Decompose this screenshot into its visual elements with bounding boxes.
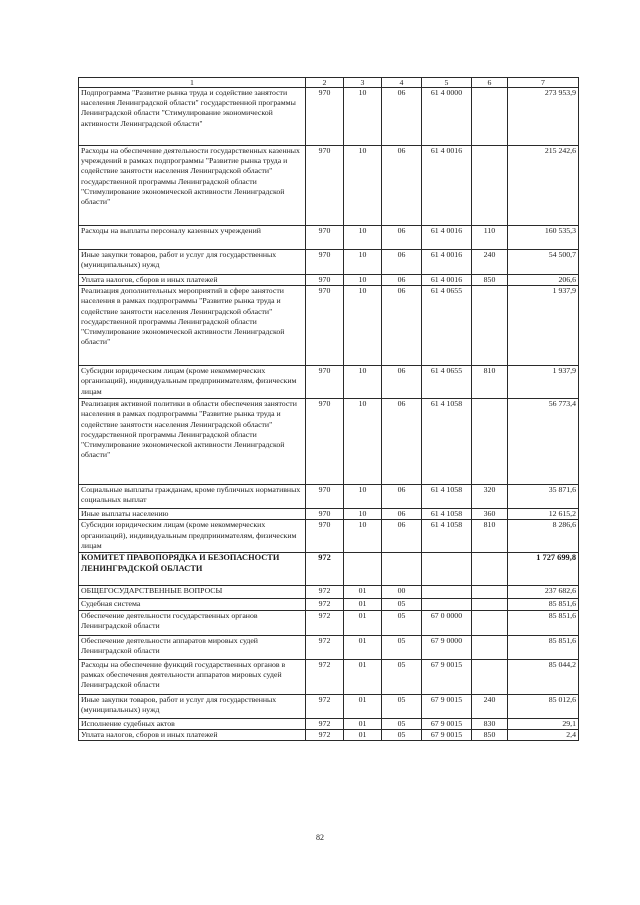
- section-cell: 01: [344, 694, 382, 718]
- amount-cell: 8 286,6: [508, 520, 579, 553]
- section-cell: 01: [344, 729, 382, 740]
- column-header: 4: [382, 78, 422, 88]
- item-name-cell: Уплата налогов, сборов и иных платежей: [79, 729, 306, 740]
- subsection-cell: 05: [382, 659, 422, 694]
- section-cell: 10: [344, 520, 382, 553]
- table-row: [79, 718, 579, 729]
- target-article-cell: [422, 599, 472, 610]
- expense-type-cell: [472, 610, 508, 635]
- subsection-cell: 05: [382, 635, 422, 659]
- code-cell: 972: [306, 694, 344, 718]
- table-row: [79, 250, 579, 275]
- table-row: [79, 88, 579, 146]
- subsection-cell: [382, 553, 422, 586]
- section-cell: 10: [344, 366, 382, 399]
- section-cell: 10: [344, 286, 382, 366]
- amount-cell: 35 871,6: [508, 485, 579, 509]
- subsection-cell: 06: [382, 226, 422, 250]
- budget-table: [78, 77, 579, 741]
- expense-type-cell: 240: [472, 250, 508, 275]
- code-cell: 972: [306, 586, 344, 599]
- subsection-cell: 06: [382, 250, 422, 275]
- subsection-cell: 06: [382, 88, 422, 146]
- item-name-cell: Реализация дополнительных мероприятий в сфере занятости населения в рамках подпрограммы "Развитие рынка труда и содействие занятости населения Ленинградской области" государственной программы Ленинградской области "Стимулирование экономической активности Ленинградской области": [79, 286, 306, 366]
- target-article-cell: 61 4 1058: [422, 399, 472, 485]
- code-cell: 970: [306, 275, 344, 286]
- code-cell: 970: [306, 146, 344, 226]
- subsection-cell: 00: [382, 586, 422, 599]
- subsection-cell: 06: [382, 366, 422, 399]
- target-article-cell: 61 4 0000: [422, 88, 472, 146]
- amount-cell: 237 682,6: [508, 586, 579, 599]
- code-cell: 972: [306, 729, 344, 740]
- table-row: [79, 146, 579, 226]
- table-row: [79, 275, 579, 286]
- code-cell: 970: [306, 485, 344, 509]
- subsection-cell: 05: [382, 718, 422, 729]
- target-article-cell: 67 9 0015: [422, 718, 472, 729]
- subsection-cell: 06: [382, 146, 422, 226]
- code-cell: 972: [306, 718, 344, 729]
- section-cell: 10: [344, 146, 382, 226]
- subsection-cell: 05: [382, 694, 422, 718]
- section-cell: [344, 553, 382, 586]
- item-name-cell: Реализация активной политики в области обеспечения занятости населения в рамках подпрограммы "Развитие рынка труда и содействие занятости населения Ленинградской области" государственной программы Ленинградской области "Стимулирование экономической активности Ленинградской области": [79, 399, 306, 485]
- table-row: [79, 286, 579, 366]
- amount-cell: 215 242,6: [508, 146, 579, 226]
- target-article-cell: 61 4 0655: [422, 366, 472, 399]
- column-header: 3: [344, 78, 382, 88]
- table-row: [79, 509, 579, 520]
- item-name-cell: Иные закупки товаров, работ и услуг для государственных (муниципальных) нужд: [79, 250, 306, 275]
- code-cell: 970: [306, 250, 344, 275]
- column-header: 2: [306, 78, 344, 88]
- target-article-cell: 61 4 1058: [422, 485, 472, 509]
- expense-type-cell: [472, 599, 508, 610]
- target-article-cell: 61 4 0655: [422, 286, 472, 366]
- subsection-cell: 05: [382, 729, 422, 740]
- table-row: [79, 729, 579, 740]
- column-header: 7: [508, 78, 579, 88]
- amount-cell: 29,1: [508, 718, 579, 729]
- amount-cell: 85 851,6: [508, 599, 579, 610]
- item-name-cell: Обеспечение деятельности аппаратов мировых судей Ленинградской области: [79, 635, 306, 659]
- subsection-cell: 06: [382, 286, 422, 366]
- amount-cell: 2,4: [508, 729, 579, 740]
- code-cell: 972: [306, 610, 344, 635]
- subsection-cell: 06: [382, 509, 422, 520]
- expense-type-cell: [472, 586, 508, 599]
- code-cell: 972: [306, 635, 344, 659]
- code-cell: 972: [306, 553, 344, 586]
- section-cell: 01: [344, 659, 382, 694]
- target-article-cell: 61 4 0016: [422, 275, 472, 286]
- table-row: [79, 553, 579, 586]
- target-article-cell: 67 9 0015: [422, 729, 472, 740]
- subsection-cell: 06: [382, 275, 422, 286]
- table-row: [79, 635, 579, 659]
- section-cell: 10: [344, 485, 382, 509]
- expense-type-cell: [472, 659, 508, 694]
- item-name-cell: Исполнение судебных актов: [79, 718, 306, 729]
- code-cell: 970: [306, 88, 344, 146]
- table-row: [79, 586, 579, 599]
- target-article-cell: [422, 586, 472, 599]
- item-name-cell: Подпрограмма "Развитие рынка труда и содействие занятости населения Ленинградской области" государственной программы Ленинградской области "Стимулирование экономической активности Ленинградской области": [79, 88, 306, 146]
- code-cell: 970: [306, 520, 344, 553]
- expense-type-cell: 360: [472, 509, 508, 520]
- table-row: [79, 226, 579, 250]
- item-name-cell: Уплата налогов, сборов и иных платежей: [79, 275, 306, 286]
- subsection-cell: 06: [382, 520, 422, 553]
- section-cell: 01: [344, 586, 382, 599]
- code-cell: 970: [306, 226, 344, 250]
- amount-cell: 1 937,9: [508, 366, 579, 399]
- code-cell: 972: [306, 599, 344, 610]
- target-article-cell: 61 4 0016: [422, 146, 472, 226]
- table-row: [79, 485, 579, 509]
- table-row: [79, 399, 579, 485]
- section-cell: 10: [344, 88, 382, 146]
- item-name-cell: Расходы на выплаты персоналу казенных учреждений: [79, 226, 306, 250]
- amount-cell: 85 851,6: [508, 610, 579, 635]
- expense-type-cell: 240: [472, 694, 508, 718]
- expense-type-cell: 850: [472, 729, 508, 740]
- target-article-cell: 61 4 0016: [422, 250, 472, 275]
- item-name-cell: Расходы на обеспечение деятельности государственных казенных учреждений в рамках подпрограммы "Развитие рынка труда и содействие занятости населения Ленинградской области" государственной программы Ленинградской области "Стимулирование экономической активности Ленинградской области": [79, 146, 306, 226]
- item-name-cell: Иные выплаты населению: [79, 509, 306, 520]
- section-cell: 01: [344, 718, 382, 729]
- expense-type-cell: 110: [472, 226, 508, 250]
- table-row: [79, 366, 579, 399]
- expense-type-cell: 830: [472, 718, 508, 729]
- code-cell: 970: [306, 286, 344, 366]
- expense-type-cell: 810: [472, 520, 508, 553]
- target-article-cell: 67 9 0015: [422, 694, 472, 718]
- amount-cell: 273 953,9: [508, 88, 579, 146]
- section-cell: 01: [344, 599, 382, 610]
- column-header: 5: [422, 78, 472, 88]
- target-article-cell: [422, 553, 472, 586]
- table-row: [79, 694, 579, 718]
- item-name-cell: Субсидии юридическим лицам (кроме некоммерческих организаций), индивидуальным предпринимателям, физическим лицам: [79, 366, 306, 399]
- amount-cell: 54 500,7: [508, 250, 579, 275]
- table-header-row: [79, 78, 579, 88]
- subsection-cell: 06: [382, 485, 422, 509]
- amount-cell: 206,6: [508, 275, 579, 286]
- expense-type-cell: 810: [472, 366, 508, 399]
- amount-cell: 160 535,3: [508, 226, 579, 250]
- item-name-cell: Обеспечение деятельности государственных органов Ленинградской области: [79, 610, 306, 635]
- target-article-cell: 67 9 0015: [422, 659, 472, 694]
- code-cell: 970: [306, 399, 344, 485]
- expense-type-cell: 320: [472, 485, 508, 509]
- subsection-cell: 05: [382, 599, 422, 610]
- amount-cell: 85 012,6: [508, 694, 579, 718]
- section-cell: 10: [344, 250, 382, 275]
- expense-type-cell: 850: [472, 275, 508, 286]
- item-name-cell: КОМИТЕТ ПРАВОПОРЯДКА И БЕЗОПАСНОСТИ ЛЕНИНГРАДСКОЙ ОБЛАСТИ: [79, 553, 306, 586]
- section-cell: 01: [344, 610, 382, 635]
- section-cell: 10: [344, 509, 382, 520]
- item-name-cell: Расходы на обеспечение функций государственных органов в рамках обеспечения деятельности аппаратов мировых судей Ленинградской области: [79, 659, 306, 694]
- section-cell: 10: [344, 275, 382, 286]
- column-header: 6: [472, 78, 508, 88]
- expense-type-cell: [472, 635, 508, 659]
- subsection-cell: 05: [382, 610, 422, 635]
- expense-type-cell: [472, 553, 508, 586]
- page-number: 82: [316, 833, 324, 842]
- amount-cell: 12 615,2: [508, 509, 579, 520]
- target-article-cell: 61 4 1058: [422, 520, 472, 553]
- amount-cell: 1 937,9: [508, 286, 579, 366]
- amount-cell: 1 727 699,8: [508, 553, 579, 586]
- table-row: [79, 599, 579, 610]
- item-name-cell: Иные закупки товаров, работ и услуг для государственных (муниципальных) нужд: [79, 694, 306, 718]
- amount-cell: 85 851,6: [508, 635, 579, 659]
- item-name-cell: Судебная система: [79, 599, 306, 610]
- code-cell: 970: [306, 509, 344, 520]
- table-row: [79, 520, 579, 553]
- item-name-cell: Социальные выплаты гражданам, кроме публичных нормативных социальных выплат: [79, 485, 306, 509]
- expense-type-cell: [472, 286, 508, 366]
- item-name-cell: ОБЩЕГОСУДАРСТВЕННЫЕ ВОПРОСЫ: [79, 586, 306, 599]
- target-article-cell: 67 9 0000: [422, 635, 472, 659]
- section-cell: 01: [344, 635, 382, 659]
- expense-type-cell: [472, 146, 508, 226]
- expense-type-cell: [472, 88, 508, 146]
- code-cell: 970: [306, 366, 344, 399]
- target-article-cell: 67 0 0000: [422, 610, 472, 635]
- section-cell: 10: [344, 399, 382, 485]
- item-name-cell: Субсидии юридическим лицам (кроме некоммерческих организаций), индивидуальным предпринимателям, физическим лицам: [79, 520, 306, 553]
- section-cell: 10: [344, 226, 382, 250]
- code-cell: 972: [306, 659, 344, 694]
- target-article-cell: 61 4 1058: [422, 509, 472, 520]
- amount-cell: 85 044,2: [508, 659, 579, 694]
- table-row: [79, 659, 579, 694]
- expense-type-cell: [472, 399, 508, 485]
- target-article-cell: 61 4 0016: [422, 226, 472, 250]
- table-row: [79, 610, 579, 635]
- subsection-cell: 06: [382, 399, 422, 485]
- column-header: 1: [79, 78, 306, 88]
- amount-cell: 56 773,4: [508, 399, 579, 485]
